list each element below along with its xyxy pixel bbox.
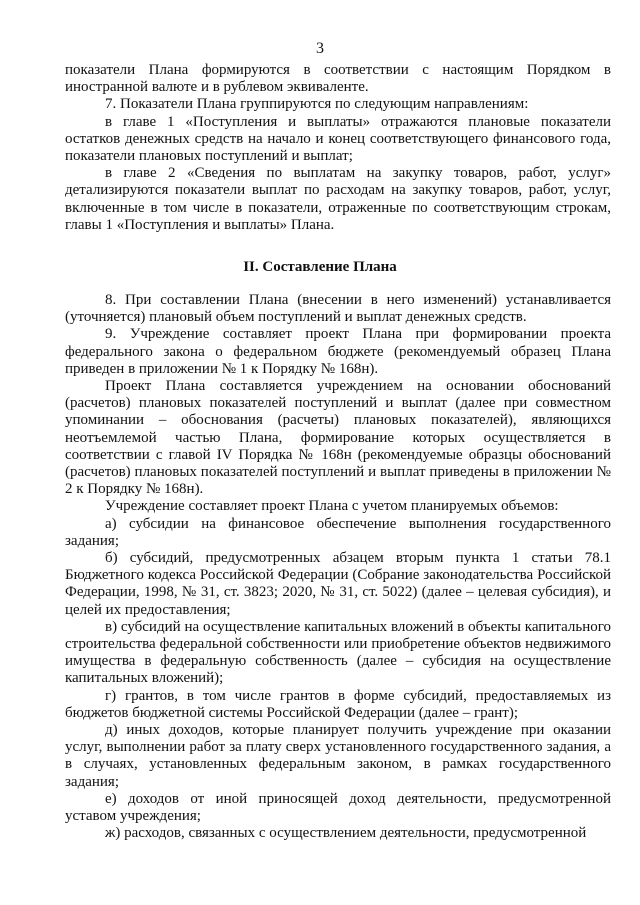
paragraph: 7. Показатели Плана группируются по следующим направлениям: [105, 96, 529, 113]
paragraph: Проект Плана составляется учреждением на основании обоснований (расчетов) плановых показателей поступлений и выплат (далее при совместном упоминании – обоснования (расчеты) плановых показателей), являющихся неотъемлемой частью Плана, формирование которых осуществляется в соответствии с главой IV Порядка № 168н (рекомендуемые образцы обоснований (расчетов) плановых показателей поступлений и выплат приведены в приложении № 2 к Порядку № 168н). [65, 378, 611, 498]
paragraph: в главе 1 «Поступления и выплаты» отражаются плановые показатели остатков денежных средств на начало и конец соответствующего финансового года, показатели плановых поступлений и выплат; [65, 113, 611, 165]
paragraph: д) иных доходов, которые планирует получить учреждение при оказании услуг, выполнении работ за плату сверх установленного государственного задания, а в случаях, установленных федеральным законом, в рамках государственного задания; [65, 722, 611, 790]
paragraph: б) субсидий, предусмотренных абзацем вторым пункта 1 статьи 78.1 Бюджетного кодекса Российской Федерации (Собрание законодательства Российской Федерации, 1998, № 31, ст. 3823; 2020, № 31, ст. 5022) (далее – целевая субсидия), и целей их предоставления; [65, 550, 611, 618]
page-number: 3 [316, 40, 324, 57]
paragraph: 9. Учреждение составляет проект Плана при формировании проекта федерального закона о федеральном бюджете (рекомендуемый образец Плана приведен в приложении № 1 к Порядку № 168н). [65, 326, 611, 377]
section-heading: II. Составление Плана [243, 259, 397, 275]
paragraph: в) субсидий на осуществление капитальных вложений в объекты капитального строительства федеральной собственности или приобретение объектов недвижимого имущества в федеральную собственность (далее – субсидия на осуществление капитальных вложений); [65, 618, 611, 687]
paragraph: показатели Плана формируются в соответствии с настоящим Порядком в иностранной валюте и в рублевом эквиваленте. [65, 62, 611, 96]
paragraph: в главе 2 «Сведения по выплатам на закупку товаров, работ, услуг» детализируются показатели выплат по расходам на закупку товаров, работ, услуг, включенные в том числе в показатели, отраженные по соответствующим строкам, главы 1 «Поступления и выплаты» Плана. [65, 165, 611, 233]
text-block-section-ii [65, 292, 611, 843]
paragraph: ж) расходов, связанных с осуществлением деятельности, предусмотренной [105, 825, 587, 842]
paragraph: 8. При составлении Плана (внесении в него изменений) устанавливается (уточняется) плановый объем поступлений и выплат денежных средств. [65, 292, 611, 326]
paragraph: г) грантов, в том числе грантов в форме субсидий, предоставляемых из бюджетов бюджетной системы Российской Федерации (далее – грант); [65, 687, 611, 721]
text-block-intro [65, 62, 611, 234]
paragraph: е) доходов от иной приносящей доход деятельности, предусмотренной уставом учреждения; [65, 790, 611, 825]
paragraph: Учреждение составляет проект Плана с учетом планируемых объемов: [105, 498, 559, 515]
paragraph: а) субсидии на финансовое обеспечение выполнения государственного задания; [65, 515, 611, 549]
